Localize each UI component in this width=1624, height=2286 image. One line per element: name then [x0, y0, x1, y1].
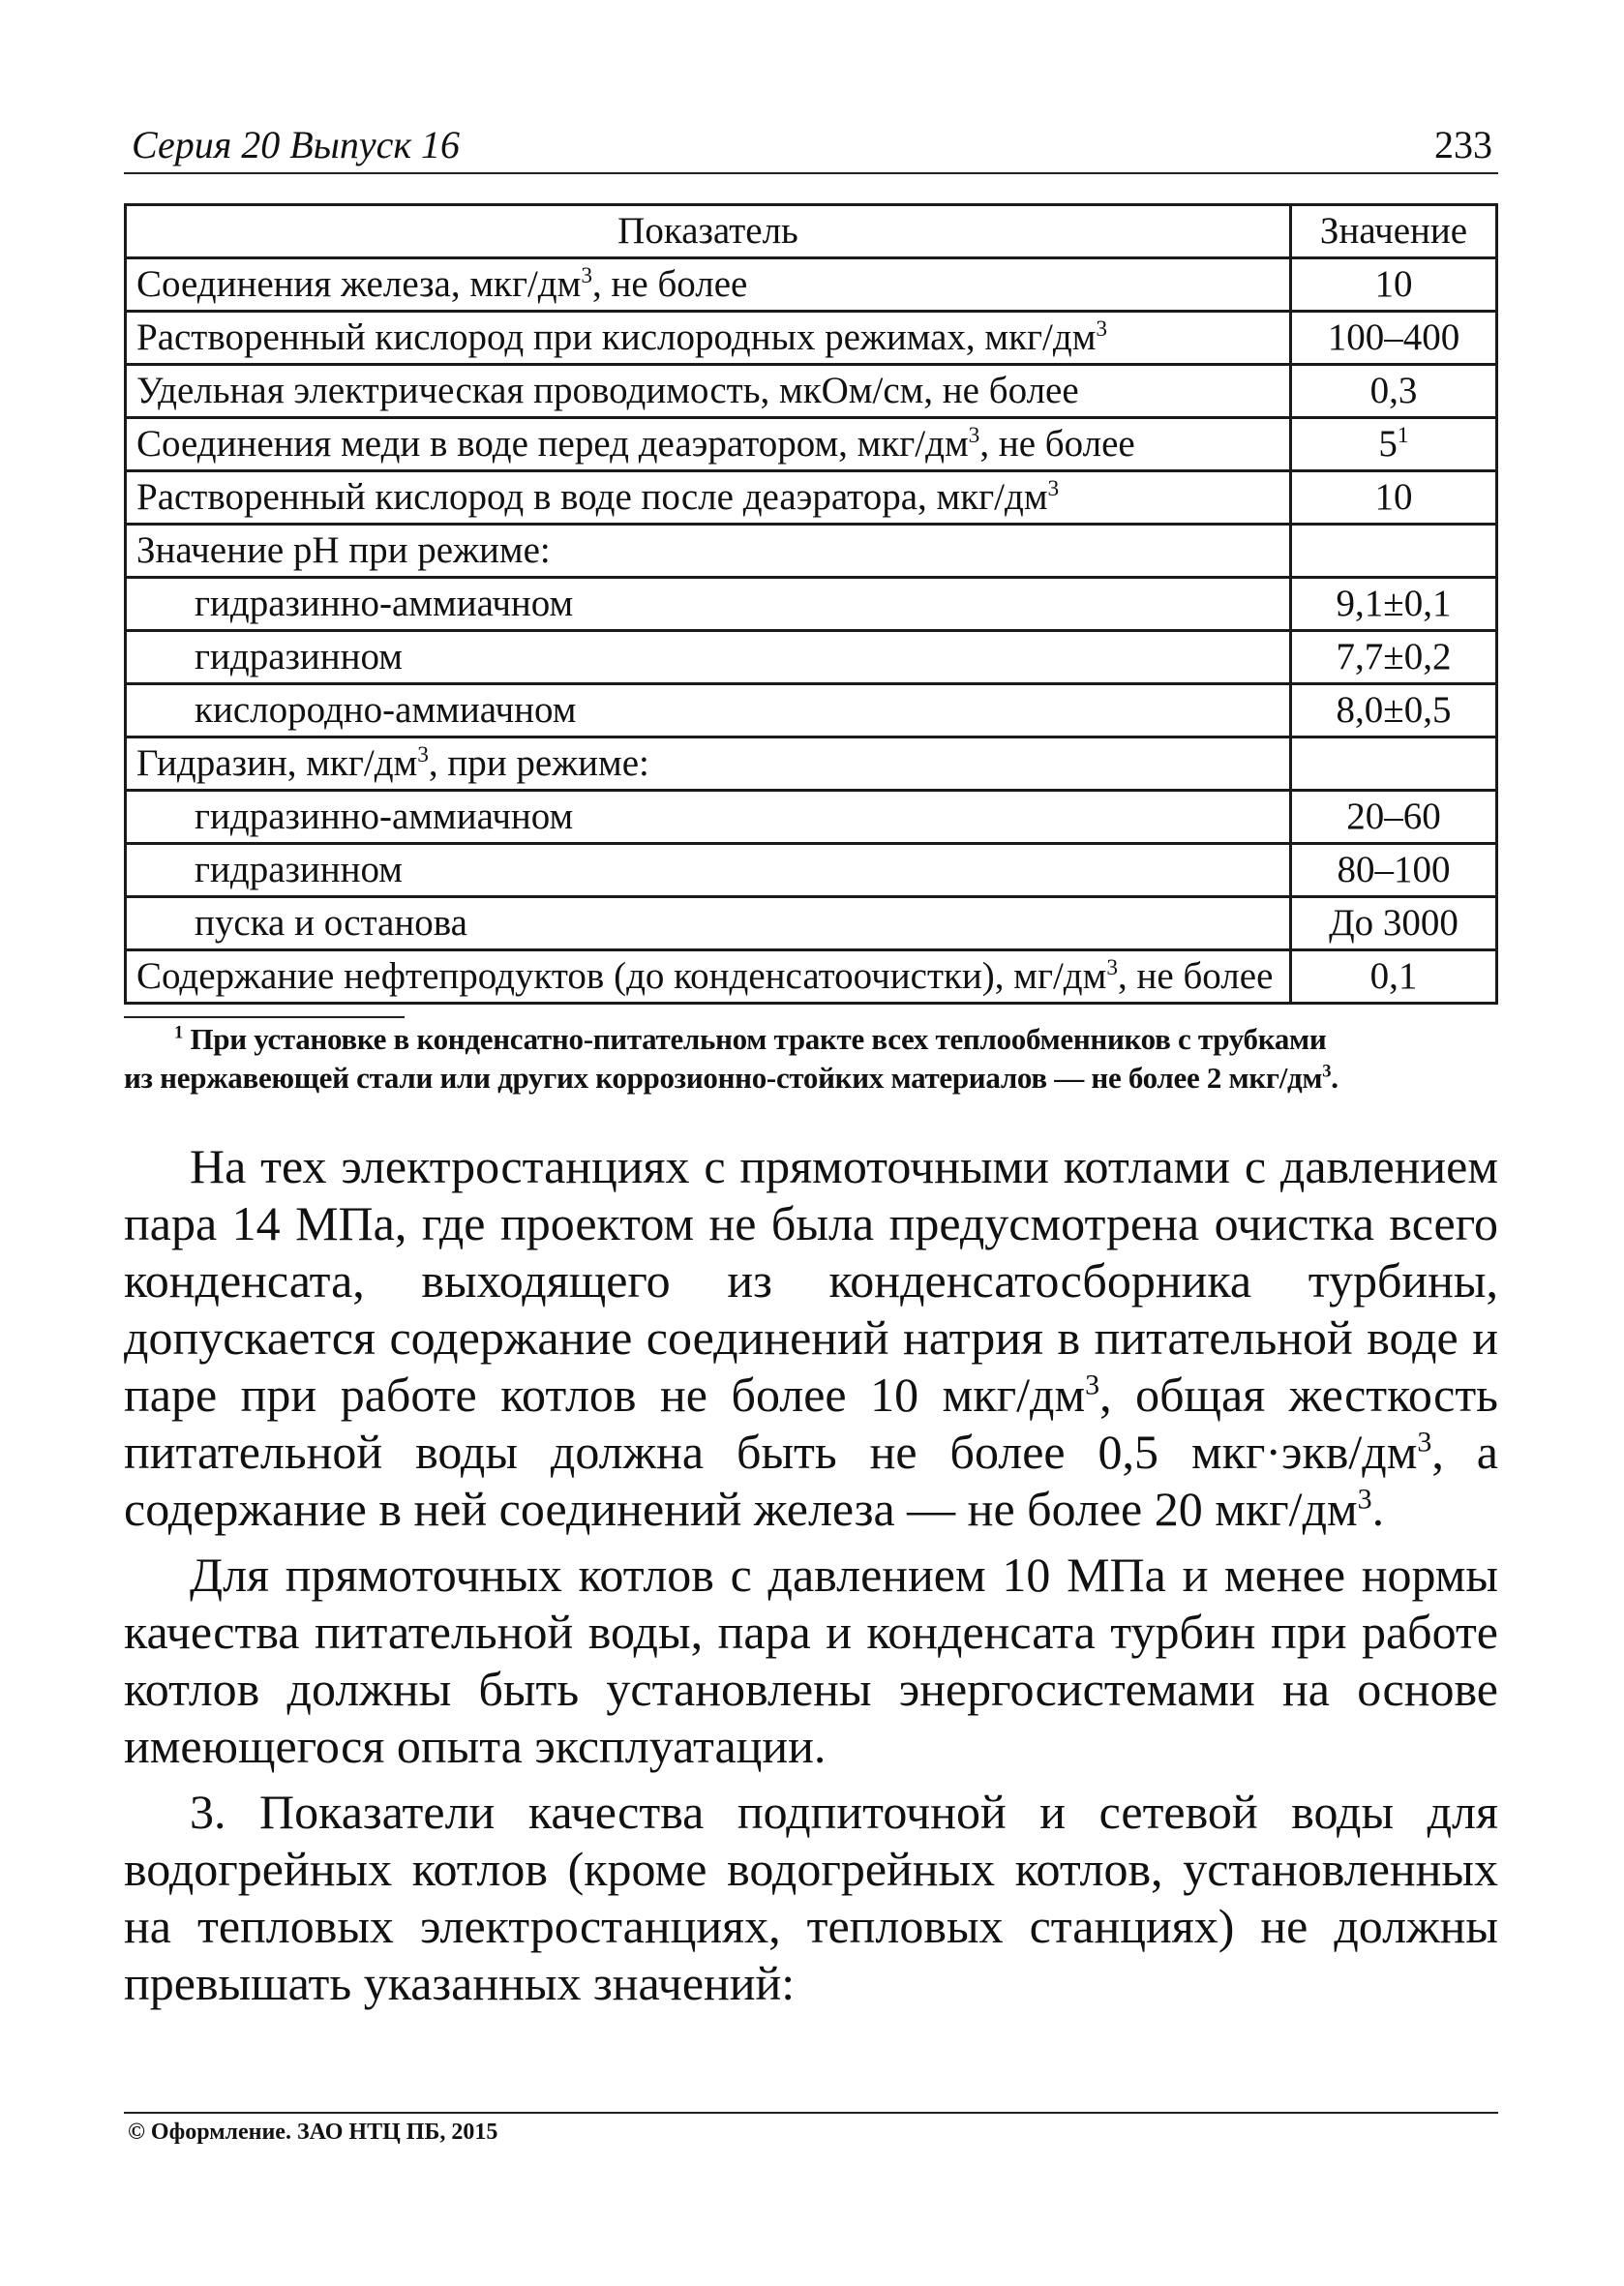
table-row [126, 312, 1497, 365]
paragraph-1-part-c: , а содержание в ней соединений железа — не более 20 мкг/дм [124, 1425, 1499, 1536]
copyright-notice: © Оформление. ЗАО НТЦ ПБ, 2015 [128, 2120, 498, 2145]
table-row [126, 471, 1497, 525]
value-cell [1291, 312, 1497, 365]
superscript: 3 [1417, 1426, 1432, 1459]
value-cell [1291, 897, 1497, 950]
indicator-cell [126, 950, 1291, 1004]
table-header-row [126, 205, 1497, 258]
value-cell [1291, 684, 1497, 737]
value-cell [1291, 578, 1497, 631]
value-cell [1291, 737, 1497, 791]
indicator-text: Соединения железа, мкг/дм [136, 263, 582, 305]
indicator-cell [126, 684, 1291, 737]
indicator-cell [126, 578, 1291, 631]
paragraph-2: Для прямоточных котлов с давлением 10 МПа и менее нормы качества питательной воды, пара и конденсата турбин при работе котлов должны быть установлены энергосистемами на основе имеющегося опыта эксплуатации. [124, 1548, 1498, 1773]
unit-superscript: 3 [968, 423, 980, 448]
value-text: 7,7±0,2 [1336, 636, 1452, 677]
value-text: 10 [1374, 476, 1413, 518]
series-title: Серия 20 Выпуск 16 [132, 123, 461, 166]
table-row [126, 525, 1497, 578]
indicator-text: гидразинном [195, 636, 403, 677]
value-text: 80–100 [1337, 849, 1451, 890]
table-row [126, 684, 1497, 737]
indicator-text: Удельная электрическая проводимость, мкОм/см, не более [136, 370, 1079, 411]
value-cell [1291, 258, 1497, 312]
value-cell [1291, 365, 1497, 418]
indicator-cell [126, 258, 1291, 312]
indicator-cell [126, 844, 1291, 897]
table-body [126, 258, 1497, 1004]
value-text: 0,3 [1369, 370, 1418, 411]
value-text: 0,1 [1369, 955, 1418, 997]
value-text: 100–400 [1327, 316, 1460, 358]
table-row [126, 897, 1497, 950]
table-row [126, 844, 1497, 897]
paragraph-1 [124, 1138, 1498, 1538]
indicator-text: Соединения меди в воде перед деаэратором, мкг/дм [136, 423, 969, 465]
water-quality-table [124, 203, 1498, 1005]
indicator-cell [126, 471, 1291, 525]
table-row [126, 578, 1497, 631]
indicator-text-suffix: , не более [592, 263, 748, 305]
paragraph-1-part-d: . [1371, 1482, 1385, 1536]
indicator-text: Содержание нефтепродуктов (до конденсатоочистки), мг/дм [136, 955, 1107, 997]
footnote-divider [124, 1016, 405, 1018]
indicator-cell [126, 312, 1291, 365]
paragraph-1-part-a: На тех электростанциях с прямоточными котлами с давлением пара 14 МПа, где проектом не была предусмотрена очистка всего конденсата, выходящего из конденсатосборника турбины, допускается содержание соединений натрия в питательной воде и паре при работе котлов не более 10 мкг/дм [124, 1139, 1498, 1422]
table-row [126, 791, 1497, 844]
value-text: До 3000 [1329, 902, 1459, 944]
table-row [126, 418, 1497, 471]
value-cell [1291, 791, 1497, 844]
indicator-text-suffix: , не более [1118, 955, 1274, 997]
indicator-text-suffix: , не более [979, 423, 1135, 465]
superscript: 3 [1085, 1369, 1100, 1401]
body-text [124, 1138, 1498, 2012]
value-cell [1291, 525, 1497, 578]
indicator-text: Растворенный кислород при кислородных режимах, мкг/дм [136, 316, 1097, 358]
superscript: 3 [1357, 1483, 1372, 1516]
indicator-text: гидразинно-аммиачном [195, 583, 574, 624]
header-indicator: Показатель [126, 205, 1291, 258]
footnote [124, 1020, 1498, 1098]
indicator-cell [126, 418, 1291, 471]
running-header [124, 124, 1498, 174]
indicator-text: Растворенный кислород в воде после деаэратора, мкг/дм [136, 476, 1048, 518]
indicator-text: Гидразин, мкг/дм [136, 742, 418, 784]
value-text: 9,1±0,1 [1336, 583, 1452, 624]
indicator-text: кислородно-аммиачном [195, 689, 577, 731]
indicator-text: гидразинном [195, 849, 403, 890]
paragraph-1-part-b: , общая жесткость питательной воды должна быть не более 0,5 мкг·экв/дм [124, 1368, 1498, 1479]
indicator-cell [126, 791, 1291, 844]
indicator-cell [126, 525, 1291, 578]
value-cell [1291, 844, 1497, 897]
header-value: Значение [1291, 205, 1497, 258]
indicator-text: гидразинно-аммиачном [195, 796, 574, 837]
footnote-mark: 1 [174, 1022, 183, 1043]
indicator-cell [126, 365, 1291, 418]
table-row [126, 365, 1497, 418]
unit-superscript: 3 [1047, 476, 1060, 501]
unit-superscript: 3 [581, 263, 593, 288]
table-row [126, 950, 1497, 1004]
value-cell [1291, 471, 1497, 525]
table-row [126, 737, 1497, 791]
value-text: 8,0±0,5 [1336, 689, 1452, 731]
value-text: 10 [1374, 263, 1413, 305]
value-cell [1291, 631, 1497, 684]
unit-superscript: 3 [417, 742, 429, 767]
indicator-text-suffix: , при режиме: [428, 742, 649, 784]
value-cell [1291, 950, 1497, 1004]
value-cell [1291, 418, 1497, 471]
table-row [126, 631, 1497, 684]
value-text: 5 [1378, 423, 1398, 465]
indicator-cell [126, 631, 1291, 684]
footnote-sup: 3 [1322, 1061, 1332, 1082]
unit-superscript: 3 [1106, 955, 1119, 980]
footnote-period: . [1331, 1061, 1338, 1095]
document-page [124, 124, 1498, 2021]
bottom-divider [124, 2112, 1498, 2114]
footnote-line1: При установке в конденсатно-питательном тракте всех теплообменников с трубками [190, 1022, 1327, 1056]
paragraph-3: 3. Показатели качества подпиточной и сетевой воды для водогрейных котлов (кроме водогрейных котлов, установленных на тепловых электростанциях, тепловых станциях) не должны превышать указанных значений: [124, 1785, 1498, 2010]
footnote-ref: 1 [1397, 423, 1409, 448]
table-row [126, 258, 1497, 312]
indicator-text: Значение pH при режиме: [136, 529, 551, 571]
indicator-text: пуска и останова [195, 902, 467, 944]
indicator-cell [126, 737, 1291, 791]
value-text: 20–60 [1346, 796, 1441, 837]
footnote-line2: из нержавеющей стали или других коррозионно-стойких материалов — не более 2 мкг/дм [124, 1061, 1323, 1095]
unit-superscript: 3 [1096, 316, 1108, 342]
page-number: 233 [1434, 123, 1492, 166]
indicator-cell [126, 897, 1291, 950]
